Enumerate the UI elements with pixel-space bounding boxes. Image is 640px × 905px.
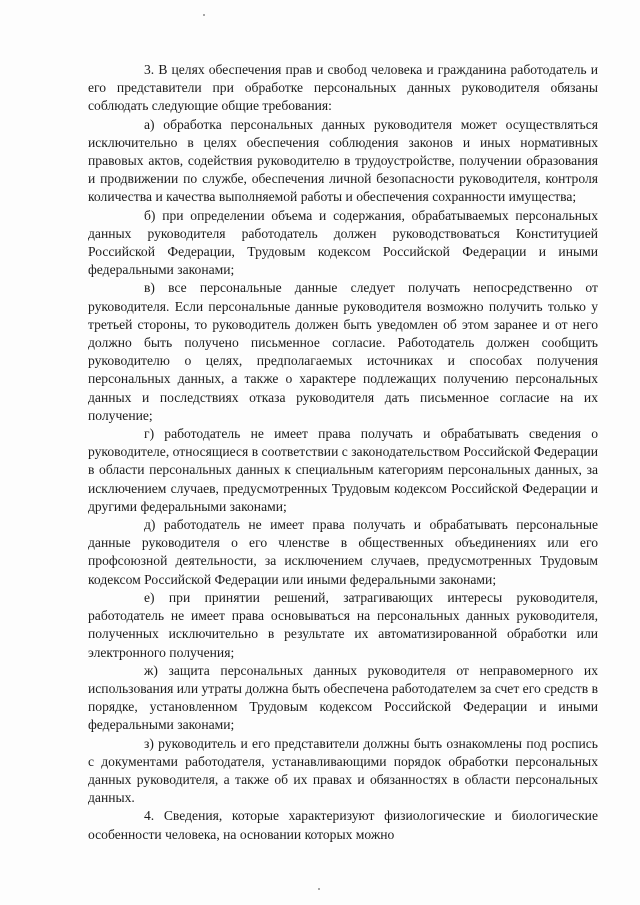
scan-speck xyxy=(203,14,205,16)
paragraph-3g: г) работодатель не имеет права получать и обрабатывать сведения о руководителе, относящиеся в соответствии с законодательством Российской Федерации в области персональных данных к специальным категориям персональных данных, за исключением случаев, предусмотренных Трудовым кодексом Российской Федерации и другими федеральными законами; xyxy=(88,426,598,514)
paragraph-3z: з) руководитель и его представители должны быть ознакомлены под роспись с документами работодателя, устанавливающими порядок обработки персональных данных руководителя, а также об их правах и обязанностях в области персональных данных. xyxy=(88,735,598,806)
paragraph-3v: в) все персональные данные следует получать непосредственно от руководителя. Если персональные данные руководителя возможно получить только у третьей стороны, то руководитель должен быть уведомлен об этом заранее и от него должно быть получено письменное согласие. Работодатель должен сообщить руководителю о целях, предполагаемых источниках и способах получения персональных данных, а также о характере подлежащих получению персональных данных и последствиях отказа руководителя дать письменное согласие на их получение; xyxy=(88,280,598,423)
paragraph-3a: а) обработка персональных данных руководителя может осуществляться исключительно в целях обеспечения соблюдения законов и иных нормативных правовых актов, содействия руководителю в трудоустройстве, получении образования и продвижении по службе, обеспечения личной безопасности руководителя, контроля количества и качества выполняемой работы и обеспечения сохранности имущества; xyxy=(88,116,598,205)
paragraph-3zh: ж) защита персональных данных руководителя от неправомерного их использования или утраты должна быть обеспечена работодателем за счет его средств в порядке, установленном Трудовым кодексом Российской Федерации и иными федеральными законами; xyxy=(88,662,598,733)
paragraph-4: 4. Сведения, которые характеризуют физиологические и биологические особенности человека, на основании которых можно xyxy=(88,808,598,842)
paragraph-3e: е) при принятии решений, затрагивающих интересы руководителя, работодатель не имеет права основываться на персональных данных руководителя, полученных исключительно в результате их автоматизированной обработки или электронного получения; xyxy=(88,589,598,660)
document-body xyxy=(88,61,598,844)
paragraph-3: 3. В целях обеспечения прав и свобод человека и гражданина работодатель и его представители при обработке персональных данных руководителя обязаны соблюдать следующие общие требования: xyxy=(88,62,598,114)
paragraph-3b: б) при определении объема и содержания, обрабатываемых персональных данных руководителя работодатель должен руководствоваться Конституцией Российской Федерации, Трудовым кодексом Российской Федерации и иными федеральными законами; xyxy=(88,207,598,278)
scan-speck xyxy=(318,888,320,890)
paragraph-3d: д) работодатель не имеет права получать и обрабатывать персональные данные руководителя о его членстве в общественных объединениях или его профсоюзной деятельности, за исключением случаев, предусмотренных Трудовым кодексом Российской Федерации или иными федеральными законами; xyxy=(88,517,598,587)
